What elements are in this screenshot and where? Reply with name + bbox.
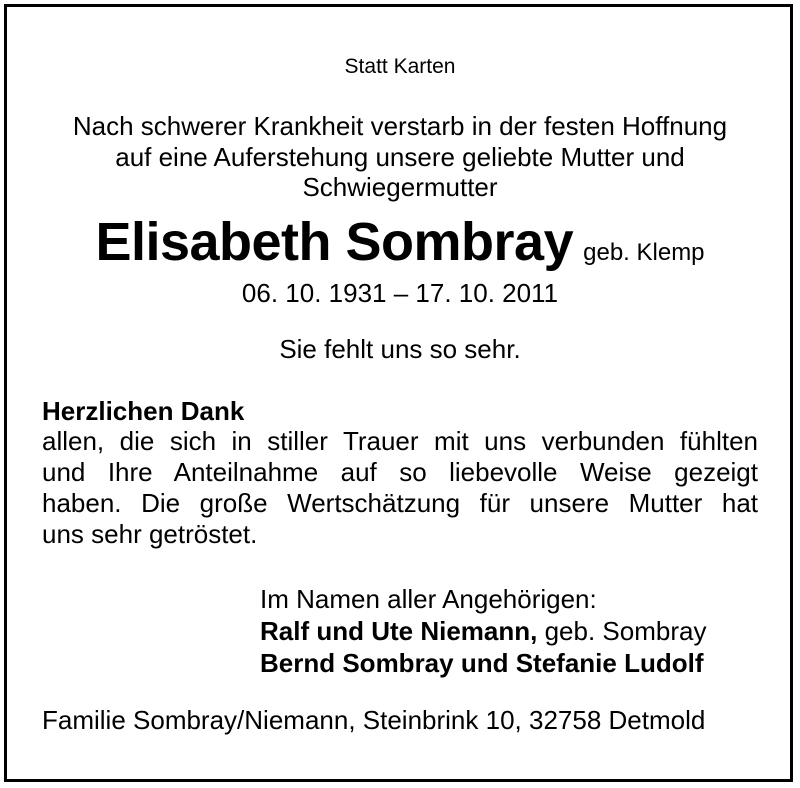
intro-line-1: Nach schwerer Krankheit verstarb in der festen Hoffnung	[72, 111, 728, 141]
life-dates: 06. 10. 1931 – 17. 10. 2011	[241, 278, 559, 308]
thanks-line: allen, die sich in stiller Trauer mit uns verbunden fühlten	[42, 426, 758, 456]
thanks-text	[42, 426, 758, 550]
thanks-line: uns sehr getröstet.	[42, 519, 258, 549]
signature-names-2: Bernd Sombray und Stefanie Ludolf	[260, 648, 704, 678]
deceased-maiden-name: geb. Klemp	[583, 239, 705, 266]
deceased-name-row	[0, 212, 800, 272]
signature-maiden: geb. Sombray	[544, 616, 707, 646]
thanks-line: und Ihre Anteilnahme auf so liebevolle Weise gezeigt	[42, 457, 758, 487]
header-statt-karten: Statt Karten	[344, 55, 456, 78]
thanks-line: haben. Die große Wertschätzung für unsere Mutter hat	[42, 488, 758, 518]
family-address: Familie Sombray/Niemann, Steinbrink 10, 32758 Detmold	[42, 705, 706, 735]
intro-line-2: auf eine Auferstehung unsere geliebte Mutter und	[115, 142, 685, 172]
signature-line-1	[260, 618, 706, 644]
deceased-name: Elisabeth Sombray	[95, 212, 574, 272]
signature-intro: Im Namen aller Angehörigen:	[260, 584, 597, 614]
intro-line-3: Schwiegermutter	[302, 172, 498, 202]
signature-names-1: Ralf und Ute Niemann,	[260, 616, 538, 646]
thanks-heading: Herzlichen Dank	[42, 396, 245, 426]
quote: Sie fehlt uns so sehr.	[279, 334, 521, 364]
